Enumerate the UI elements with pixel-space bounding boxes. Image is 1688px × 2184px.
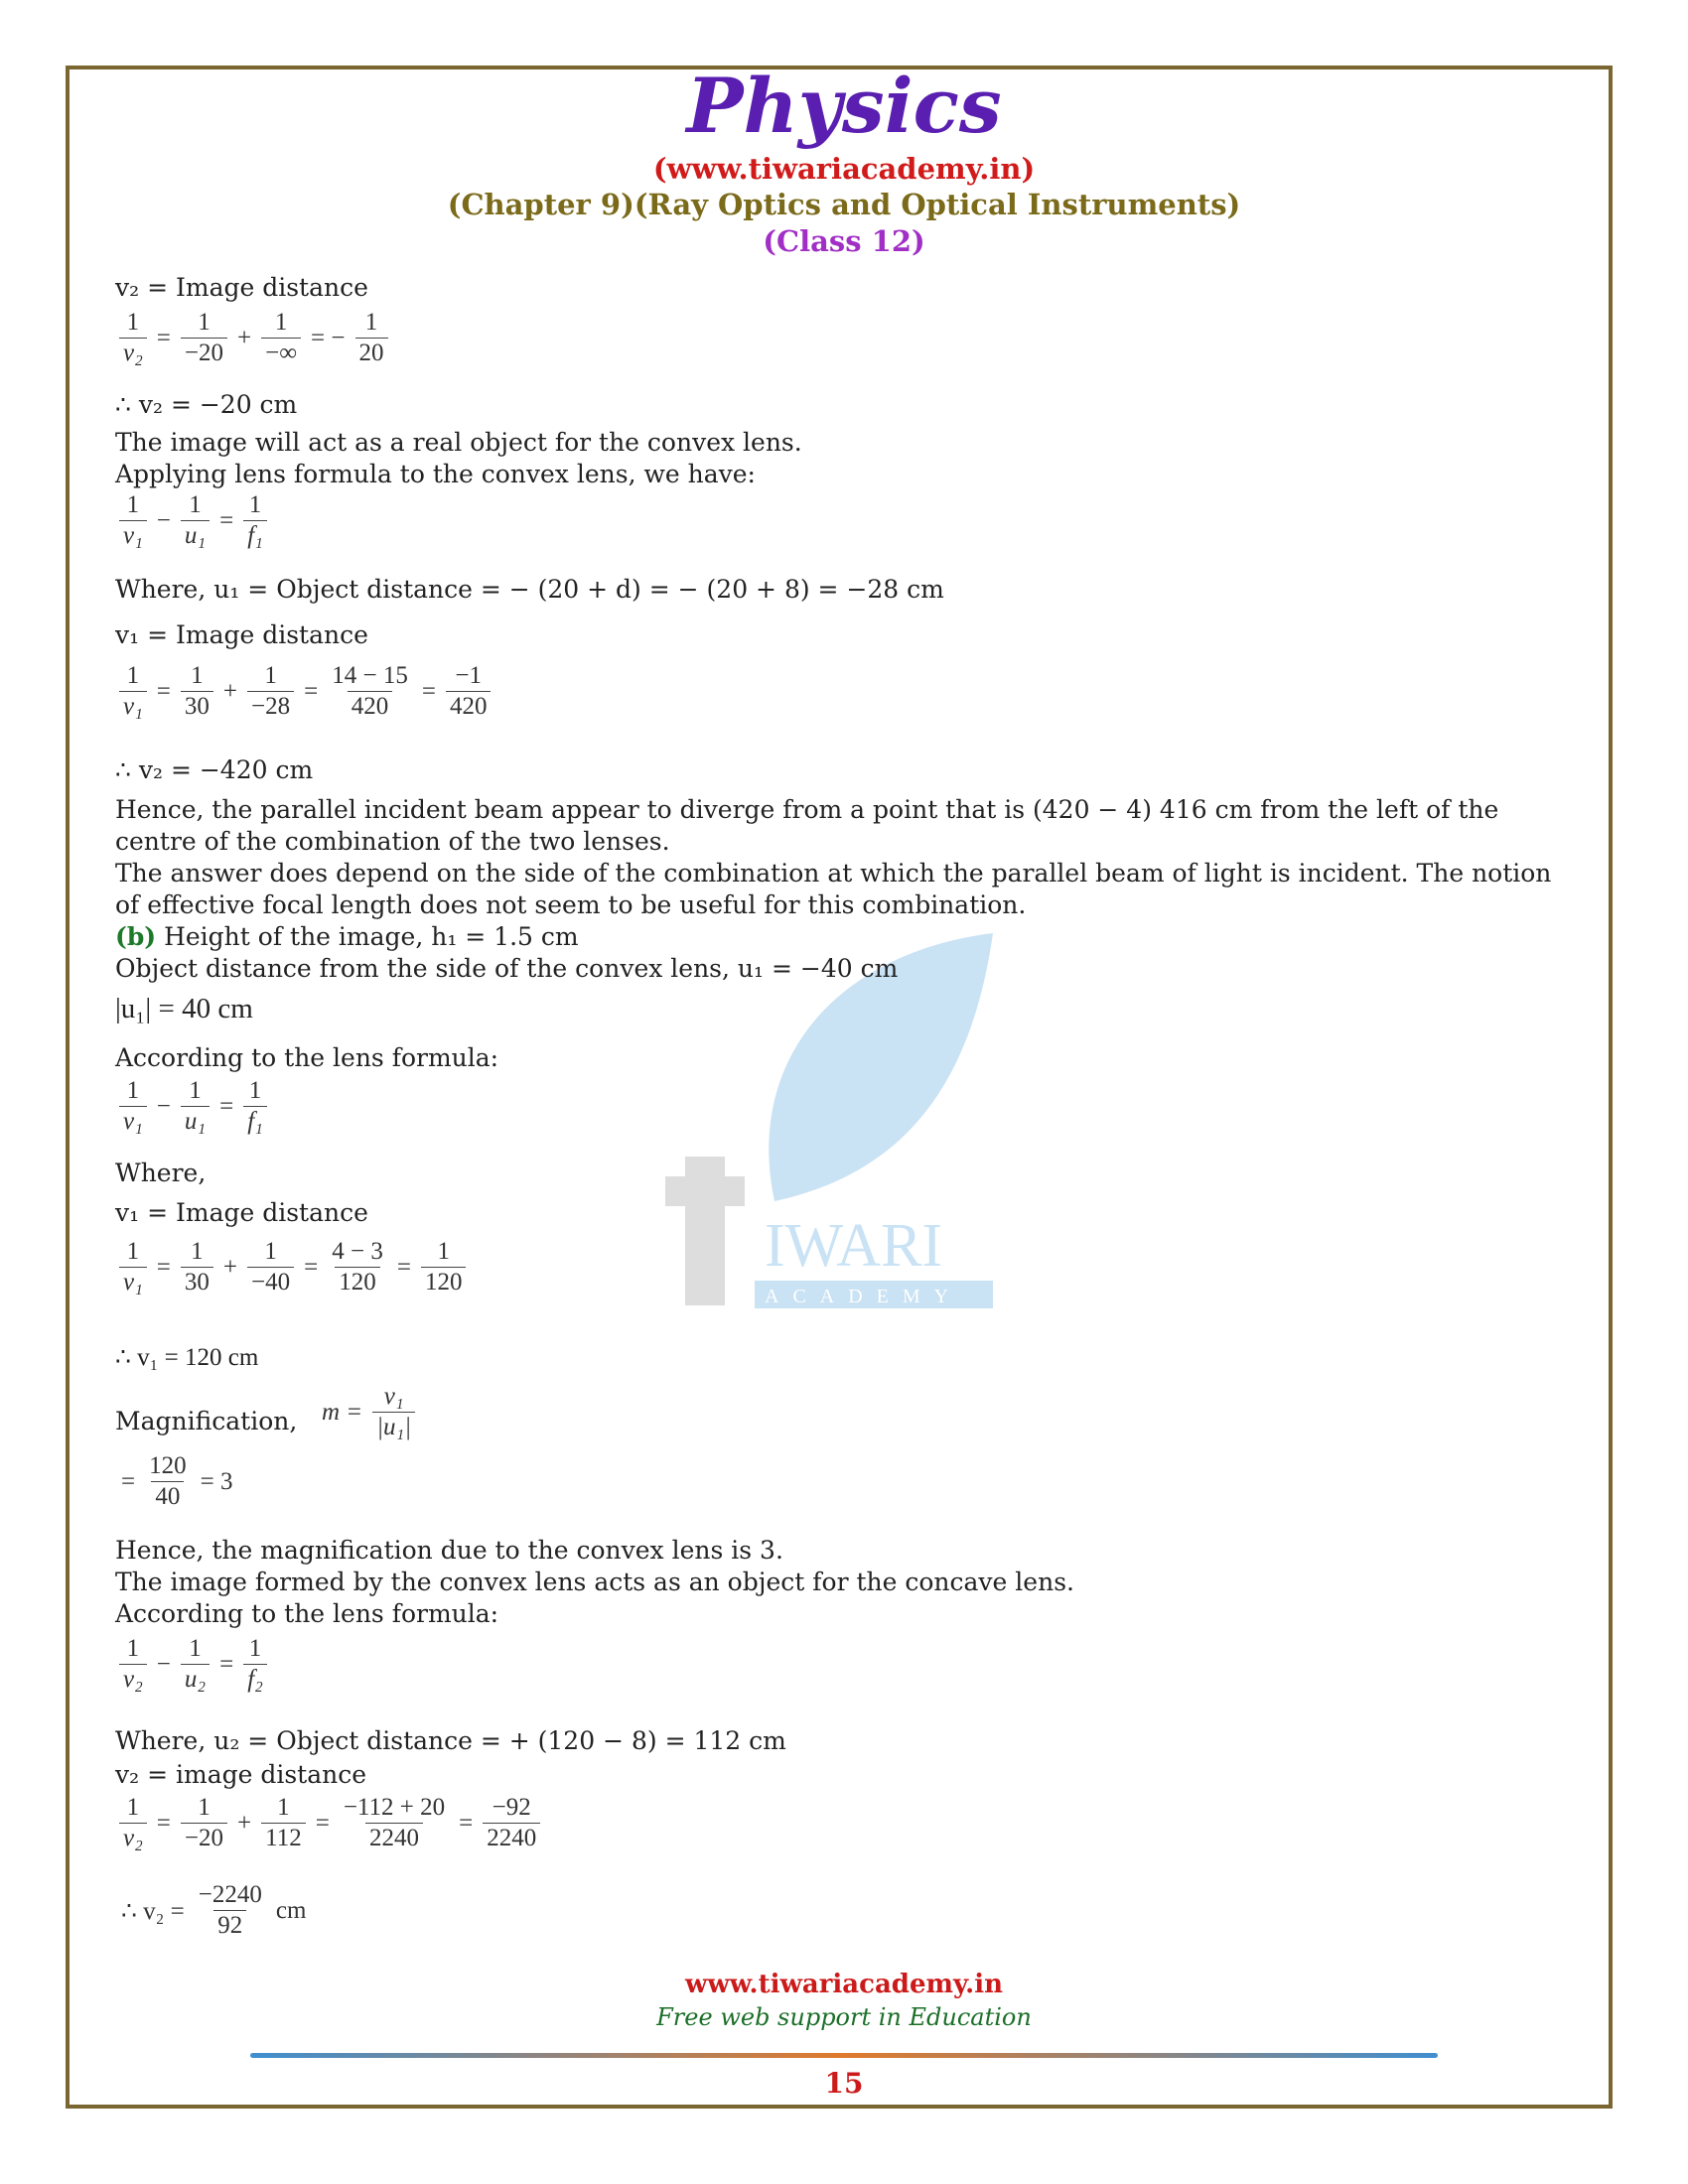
header-website-link[interactable]: (www.tiwariacademy.in)	[652, 152, 1036, 186]
footer-website-link[interactable]: www.tiwariacademy.in	[685, 1970, 1003, 1999]
paragraph: The answer does depend on the side of the combination at which the parallel beam of light is incident. The notion of effective focal length does not seem to be useful for this combination.	[115, 859, 1552, 919]
paragraph: Hence, the parallel incident beam appear to diverge from a point that is (420 − 4) 416 cm from the left of the centre of the combination of the two lenses.	[115, 795, 1499, 856]
text-line: Magnification,	[115, 1407, 298, 1435]
text-line: Where, u₂ = Object distance = + (120 − 8) = 112 cm	[115, 1726, 786, 1755]
text-line: The image formed by the convex lens acts as an object for the concave lens.	[115, 1568, 1074, 1596]
text-line: Where, u₁ = Object distance = − (20 + d) = − (20 + 8) = −28 cm	[115, 575, 944, 604]
text-line: v₂ = Image distance	[115, 273, 368, 302]
equation-e27: $\frac{1}{\text{v₂}}$ − $\frac{1}{\text{u₂}}$ = $\frac{1}{\text{f₂}}$	[115, 1634, 271, 1695]
watermark-subtext: ACADEMY	[765, 1286, 963, 1307]
page-title: Physics	[686, 62, 1002, 150]
text-line: ∴ v₁ = 120 cm	[115, 1344, 259, 1371]
text-line: The image will act as a real object for the convex lens.	[115, 428, 802, 457]
text-line: v₁ = Image distance	[115, 620, 368, 649]
equation-e9: $\frac{1}{\text{v₁}}$ = $\frac{1}{30}$ + $\frac{1}{-28}$ = $\frac{14 - 15}{420}$ = $\frac{-1}{420}$	[115, 661, 494, 722]
text-line: Applying lens formula to the convex lens, we have:	[115, 460, 756, 488]
text-line: Object distance from the side of the convex lens, u₁ = −40 cm	[115, 954, 899, 983]
class-heading: (Class 12)	[763, 224, 925, 258]
equation-e20: $\frac{1}{\text{v₁}}$ = $\frac{1}{30}$ + $\frac{1}{-40}$ = $\frac{4 - 3}{120}$ = $\frac{1}{120}$	[115, 1237, 470, 1297]
footer-divider	[250, 2053, 1438, 2058]
page-number: 15	[824, 2067, 864, 2100]
equation-e6: $\frac{1}{\text{v₁}}$ − $\frac{1}{\text{u₁}}$ = $\frac{1}{\text{f₁}}$	[115, 490, 271, 551]
equation-e23: = $\frac{120}{40}$ = 3	[121, 1452, 233, 1510]
chapter-heading: (Chapter 9)(Ray Optics and Optical Instruments)	[447, 188, 1241, 221]
text-line: |u₁| = 40 cm	[115, 993, 253, 1024]
text-line: v₁ = Image distance	[115, 1198, 368, 1227]
text-line: ∴ v₂ = −420 cm	[115, 755, 314, 784]
text-line: According to the lens formula:	[115, 1043, 499, 1072]
watermark-text: IWARI	[765, 1212, 943, 1280]
text-line: Where,	[115, 1159, 207, 1187]
text-line: ∴ v₂ = −20 cm	[115, 390, 298, 419]
equation-e2: $\frac{1}{\text{v₂}}$ = $\frac{1}{-20}$ + $\frac{1}{-\infty}$ = − $\frac{1}{20}$	[115, 308, 392, 368]
footer-tagline: Free web support in Education	[656, 2003, 1032, 2031]
text-line: (b) Height of the image, h₁ = 1.5 cm	[115, 922, 579, 951]
equation-e22: m = $\frac{\text{v₁}}{\text{|u₁|}}$	[316, 1382, 419, 1442]
equation-e30: $\frac{1}{\text{v₂}}$ = $\frac{1}{-20}$ + $\frac{1}{112}$ = $\frac{-112 + 20}{2240}$ = $\frac{-92}{2240}$	[115, 1793, 544, 1853]
text-line: v₂ = image distance	[115, 1760, 367, 1789]
part-label: (b)	[115, 922, 157, 951]
equation-e31: ∴ v₂ = $\frac{-2240}{92}$ cm	[121, 1881, 307, 1939]
text-line: Hence, the magnification due to the convex lens is 3.	[115, 1536, 783, 1565]
equation-e17: $\frac{1}{\text{v₁}}$ − $\frac{1}{\text{u₁}}$ = $\frac{1}{\text{f₁}}$	[115, 1076, 271, 1137]
text-line: According to the lens formula:	[115, 1599, 499, 1628]
